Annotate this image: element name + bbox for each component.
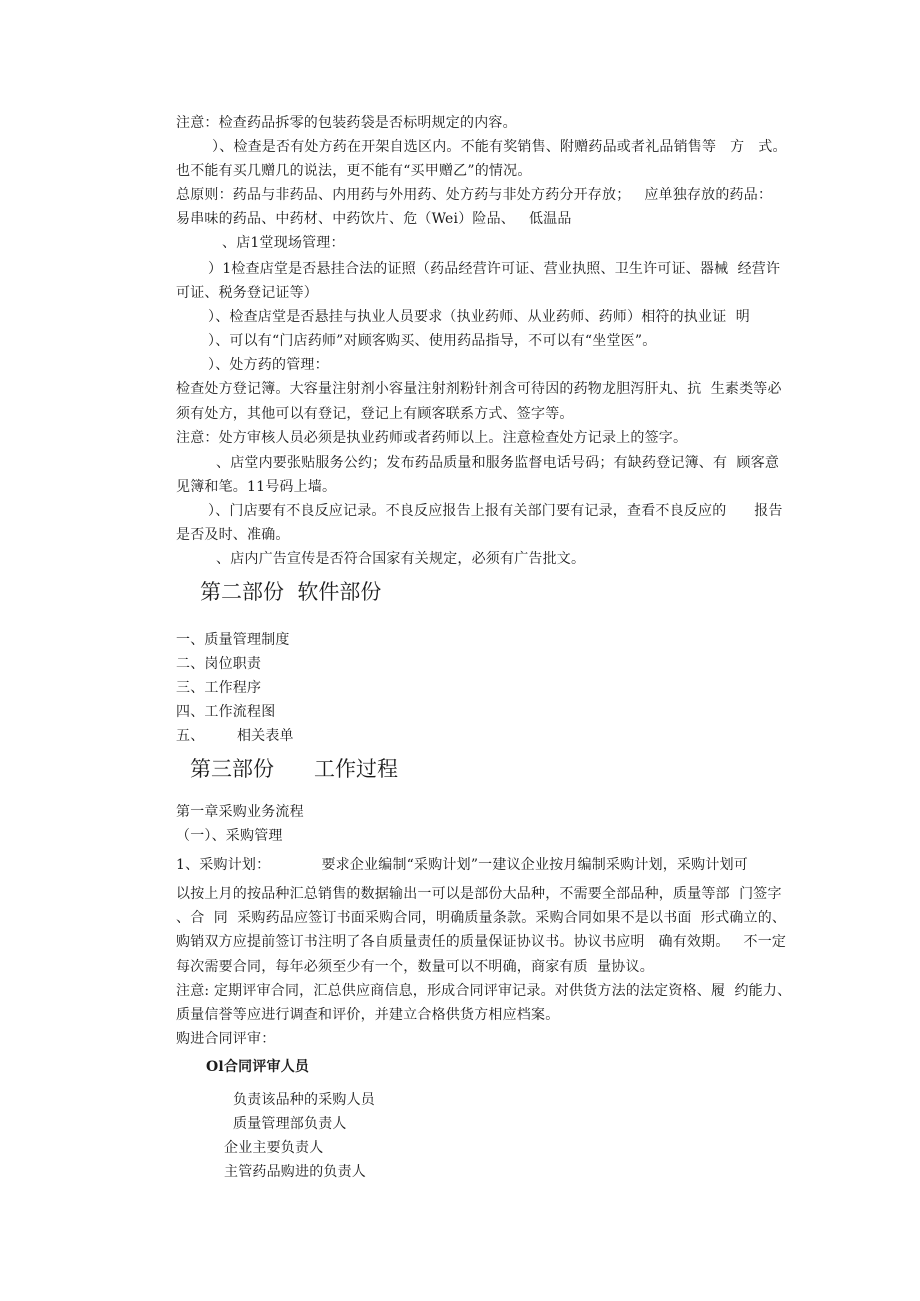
text-line: 也不能有买几赠几的说法，更不能有“买甲赠乙”的情况。: [176, 163, 532, 179]
list-item: 主管药品购进的负责人: [224, 1164, 366, 1180]
part3-heading: 第三部份 工作过程: [190, 757, 399, 781]
text-line: 、店1堂现场管理：: [222, 235, 345, 251]
text-line: 可证、税务登记证等）: [176, 285, 318, 301]
text-line: 注意：检查药品拆零的包装药袋是否标明规定的内容。: [176, 115, 517, 131]
text-line: ）1检查店堂是否悬挂合法的证照（药品经营许可证、营业执照、卫生许可证、器械 经营许: [208, 261, 781, 277]
text-line: 、店堂内要张贴服务公约；发布药品质量和服务监督电话号码；有缺药登记簿、有 顾客意: [216, 455, 780, 471]
text-line: ）、检查是否有处方药在开架自选区内。不能有奖销售、附赠药品或者礼品销售等 方 式。: [212, 139, 787, 155]
list-item: 一、质量管理制度: [176, 632, 290, 648]
text-line: 购销双方应提前签订书注明了各自质量责任的质量保证协议书。协议书应明 确有效期。 不一定: [176, 934, 787, 950]
list-item: 三、工作程序: [176, 680, 262, 696]
text-line: 每次需要合同，每年必须至少有一个，数量可以不明确，商家有质 量协议。: [176, 959, 654, 975]
text-line: 见簿和笔。11号码上墙。: [176, 479, 337, 495]
text-line: Ol合同评审人员: [206, 1059, 310, 1075]
text-line: 、合 同 采购药品应签订书面采购合同，明确质量条款。采购合同如果不是以书面 形式确立的、: [176, 910, 787, 926]
text-line: 购进合同评审：: [176, 1031, 276, 1047]
text-line: ）、处方药的管理：: [208, 357, 329, 373]
list-item: 二、岗位职责: [176, 656, 262, 672]
subsection-title: （一）、采购管理: [176, 828, 283, 844]
text-line: 、店内广告宣传是否符合国家有关规定，必须有广告批文。: [216, 551, 586, 567]
text-line: 易串味的药品、中药材、中药饮片、危（Wei）险品、 低温品: [176, 211, 572, 227]
text-line: 是否及时、准确。: [176, 527, 290, 543]
text-line: 以按上月的按品种汇总销售的数据输出一可以是部份大品种，不需要全部品种，质量等部 门签字: [176, 886, 782, 902]
list-item: 五、 相关表单: [176, 728, 294, 744]
text-line: ）、可以有“门店药师”对顾客购买、使用药品指导，不可以有“坐堂医”。: [208, 333, 657, 349]
list-item: 企业主要负责人: [224, 1140, 324, 1156]
text-line: ）、检查店堂是否悬挂与执业人员要求（执业药师、从业药师、药师）相符的执业证 明: [208, 309, 750, 325]
list-item: 质量管理部负责人: [233, 1116, 347, 1132]
text-line: 注意: 定期评审合同，汇总供应商信息，形成合同评审记录。对供货方法的法定资格、履 约能力、: [176, 983, 792, 999]
text-line: 质量信誉等应进行调查和评价，并建立合格供货方相应档案。: [176, 1007, 560, 1023]
text-line: 注意：处方审核人员必须是执业药师或者药师以上。注意检查处方记录上的签字。: [176, 430, 688, 446]
text-line: 检查处方登记簿。大容量注射剂小容量注射剂粉针剂含可待因的药物龙胆泻肝丸、抗 生素类等必: [176, 381, 782, 397]
text-line: 总原则：药品与非药品、内用药与外用药、处方药与非处方药分开存放； 应单独存放的药品：: [176, 187, 773, 203]
chapter-title: 第一章采购业务流程: [176, 804, 304, 820]
part2-heading: 第二部份 软件部份: [200, 580, 382, 604]
text-line: 1、采购计划： 要求企业编制“采购计划”一建议企业按月编制采购计划，采购计划可: [176, 857, 748, 873]
list-item: 四、工作流程图: [176, 704, 276, 720]
text-line: 须有处方，其他可以有登记，登记上有顾客联系方式、签字等。: [176, 406, 574, 422]
text-line: ）、门店要有不良反应记录。不良反应报告上报有关部门要有记录，查看不良反应的 报告: [208, 503, 783, 519]
list-item: 负责该品种的采购人员: [233, 1092, 375, 1108]
